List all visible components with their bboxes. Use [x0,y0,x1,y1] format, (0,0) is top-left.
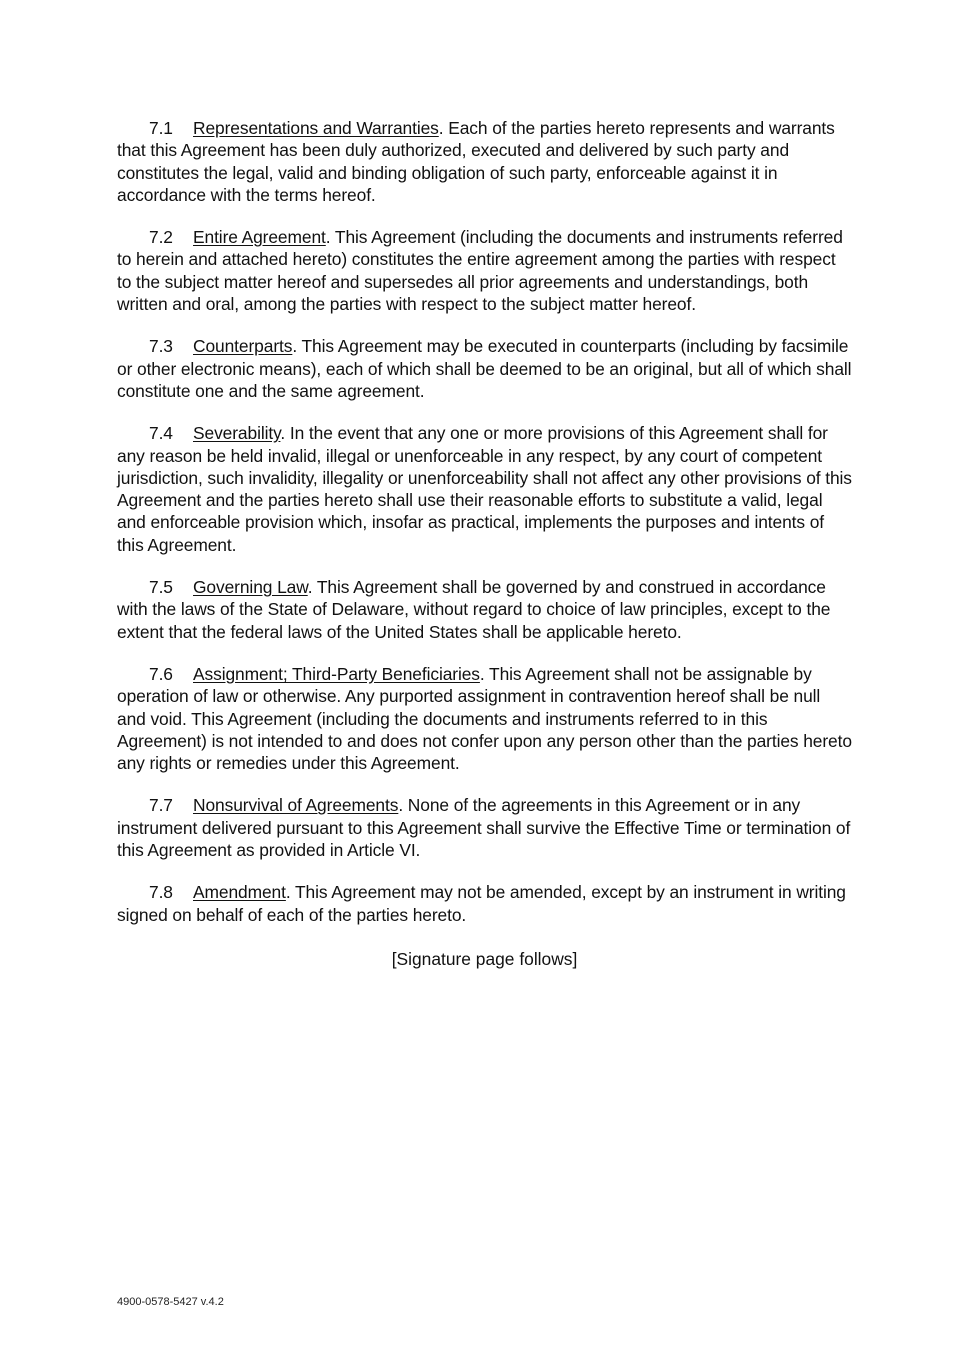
section-7-3 [117,335,852,402]
section-heading: Representations and Warranties [193,118,439,138]
section-heading: Severability [193,423,281,444]
section-body: . In the event that any one or more provisions of this Agreement shall for any reason be held invalid, illegal or unenforceable in any respect, by any court of competent jurisdiction, such invalidity, illegality or unenforceability shall not affect any other provisions of this Agreement and the parties hereto shall use their reasonable efforts to substitute a valid, legal and enforceable provision which, insofar as practical, implements the purposes and intents of this Agreement. [117,423,852,555]
section-heading: Amendment [193,882,286,903]
section-body: . This Agreement shall not be assignable by operation of law or otherwise. Any purported assignment in contravention hereof shall be null and void. This Agreement (including the documents and instruments referred to in this Agreement) is not intended to and does not confer upon any person other than the parties hereto any rights or remedies under this Agreement. [117,663,852,774]
section-number: 7.6 [149,663,173,684]
section-body: . This Agreement shall be governed by and construed in accordance with the laws of the State of Delaware, without regard to choice of law principles, except to the extent that the federal laws of the United States shall be applicable hereto. [117,577,831,642]
section-number: 7.8 [149,882,173,903]
document-id-footer: 4900-0578-5427 v.4.2 [117,1296,224,1308]
section-7-5 [117,576,852,643]
section-7-7 [117,794,852,861]
section-body: . Each of the parties hereto represents and warrants that this Agreement has been duly authorized, executed and delivered by such party and constitutes the legal, valid and binding obligation of such party, enforceable against it in accordance with the terms hereof. [117,118,835,205]
document-page [117,117,852,987]
signature-page-note: [Signature page follows] [391,948,578,969]
section-body: . This Agreement (including the documents and instruments referred to herein and attached hereto) constitutes the entire agreement among the parties with respect to the subject matter hereof and supersedes all prior agreements and understandings, both written and oral, among the parties with respect to the subject matter hereof. [117,227,843,315]
section-body: . None of the agreements in this Agreement or in any instrument delivered pursuant to this Agreement shall survive the Effective Time or termination of this Agreement as provided in Article VI. [117,795,851,861]
section-number: 7.4 [149,423,173,444]
section-7-6 [117,663,852,774]
section-heading: Nonsurvival of Agreements [193,795,399,816]
section-7-2 [117,226,852,315]
section-number: 7.5 [149,577,173,598]
section-number: 7.1 [149,118,173,138]
section-body: . This Agreement may not be amended, except by an instrument in writing signed on behalf of each of the parties hereto. [117,882,846,925]
section-heading: Entire Agreement [193,227,326,248]
section-number: 7.7 [149,795,173,816]
section-heading: Counterparts [193,336,293,357]
section-7-8 [117,881,852,926]
section-7-1 [117,117,852,206]
section-number: 7.3 [149,336,173,357]
section-heading: Assignment; Third-Party Beneficiaries [193,663,480,684]
section-heading: Governing Law [193,577,308,598]
section-7-4 [117,422,852,556]
section-number: 7.2 [149,227,173,248]
section-body: . This Agreement may be executed in counterparts (including by facsimile or other electronic means), each of which shall be deemed to be an original, but all of which shall constitute one and the same agreement. [117,336,852,401]
